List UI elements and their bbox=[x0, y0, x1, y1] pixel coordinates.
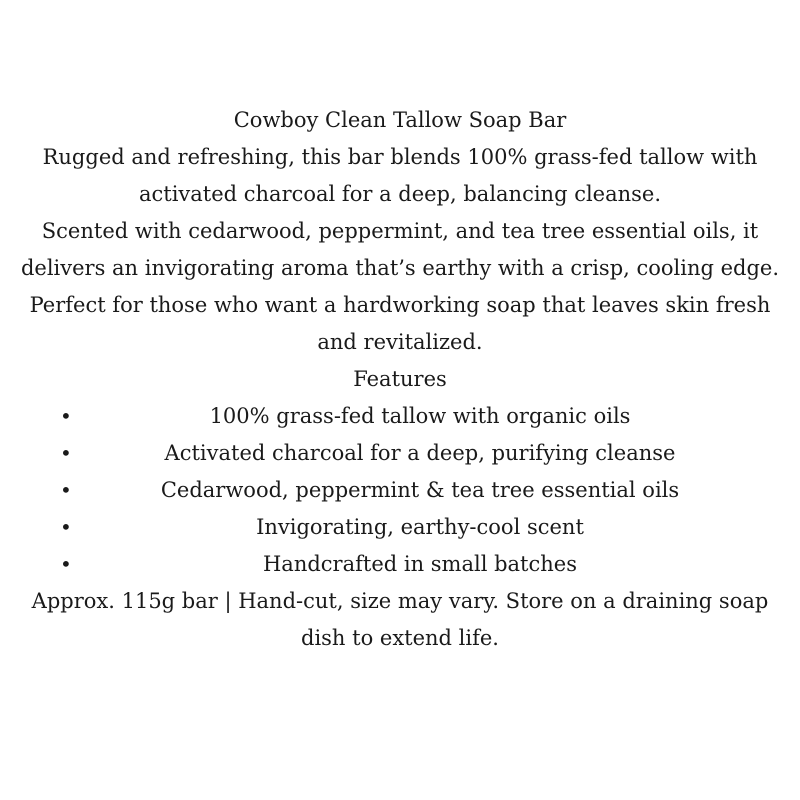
features-list bbox=[20, 398, 780, 583]
feature-item bbox=[60, 546, 780, 583]
feature-item bbox=[60, 472, 780, 509]
feature-text: Cedarwood, peppermint & tea tree essential oils bbox=[160, 478, 680, 502]
feature-item bbox=[60, 509, 780, 546]
bullet-icon: • bbox=[60, 552, 72, 576]
feature-item bbox=[60, 435, 780, 472]
feature-text: 100% grass-fed tallow with organic oils bbox=[209, 404, 631, 428]
bullet-icon: • bbox=[60, 441, 72, 465]
description-paragraph-2: Scented with cedarwood, peppermint, and tea tree essential oils, it delivers an invigorating aroma that’s earthy with a crisp, cooling edge. Perfect for those who want a hardworking soap that leaves skin fresh and revitalized. bbox=[20, 219, 780, 354]
product-description bbox=[20, 102, 780, 657]
bullet-icon: • bbox=[60, 478, 72, 502]
feature-text: Handcrafted in small batches bbox=[262, 552, 577, 576]
features-heading: Features bbox=[353, 367, 447, 391]
footer-note: Approx. 115g bar | Hand-cut, size may vary. Store on a draining soap dish to extend life. bbox=[31, 589, 769, 650]
bullet-icon: • bbox=[60, 404, 72, 428]
feature-item bbox=[60, 398, 780, 435]
description-paragraph-1: Rugged and refreshing, this bar blends 100% grass-fed tallow with activated charcoal for a deep, balancing cleanse. bbox=[42, 145, 758, 206]
bullet-icon: • bbox=[60, 515, 72, 539]
feature-text: Invigorating, earthy-cool scent bbox=[256, 515, 584, 539]
product-title: Cowboy Clean Tallow Soap Bar bbox=[233, 108, 567, 132]
feature-text: Activated charcoal for a deep, purifying cleanse bbox=[164, 441, 676, 465]
